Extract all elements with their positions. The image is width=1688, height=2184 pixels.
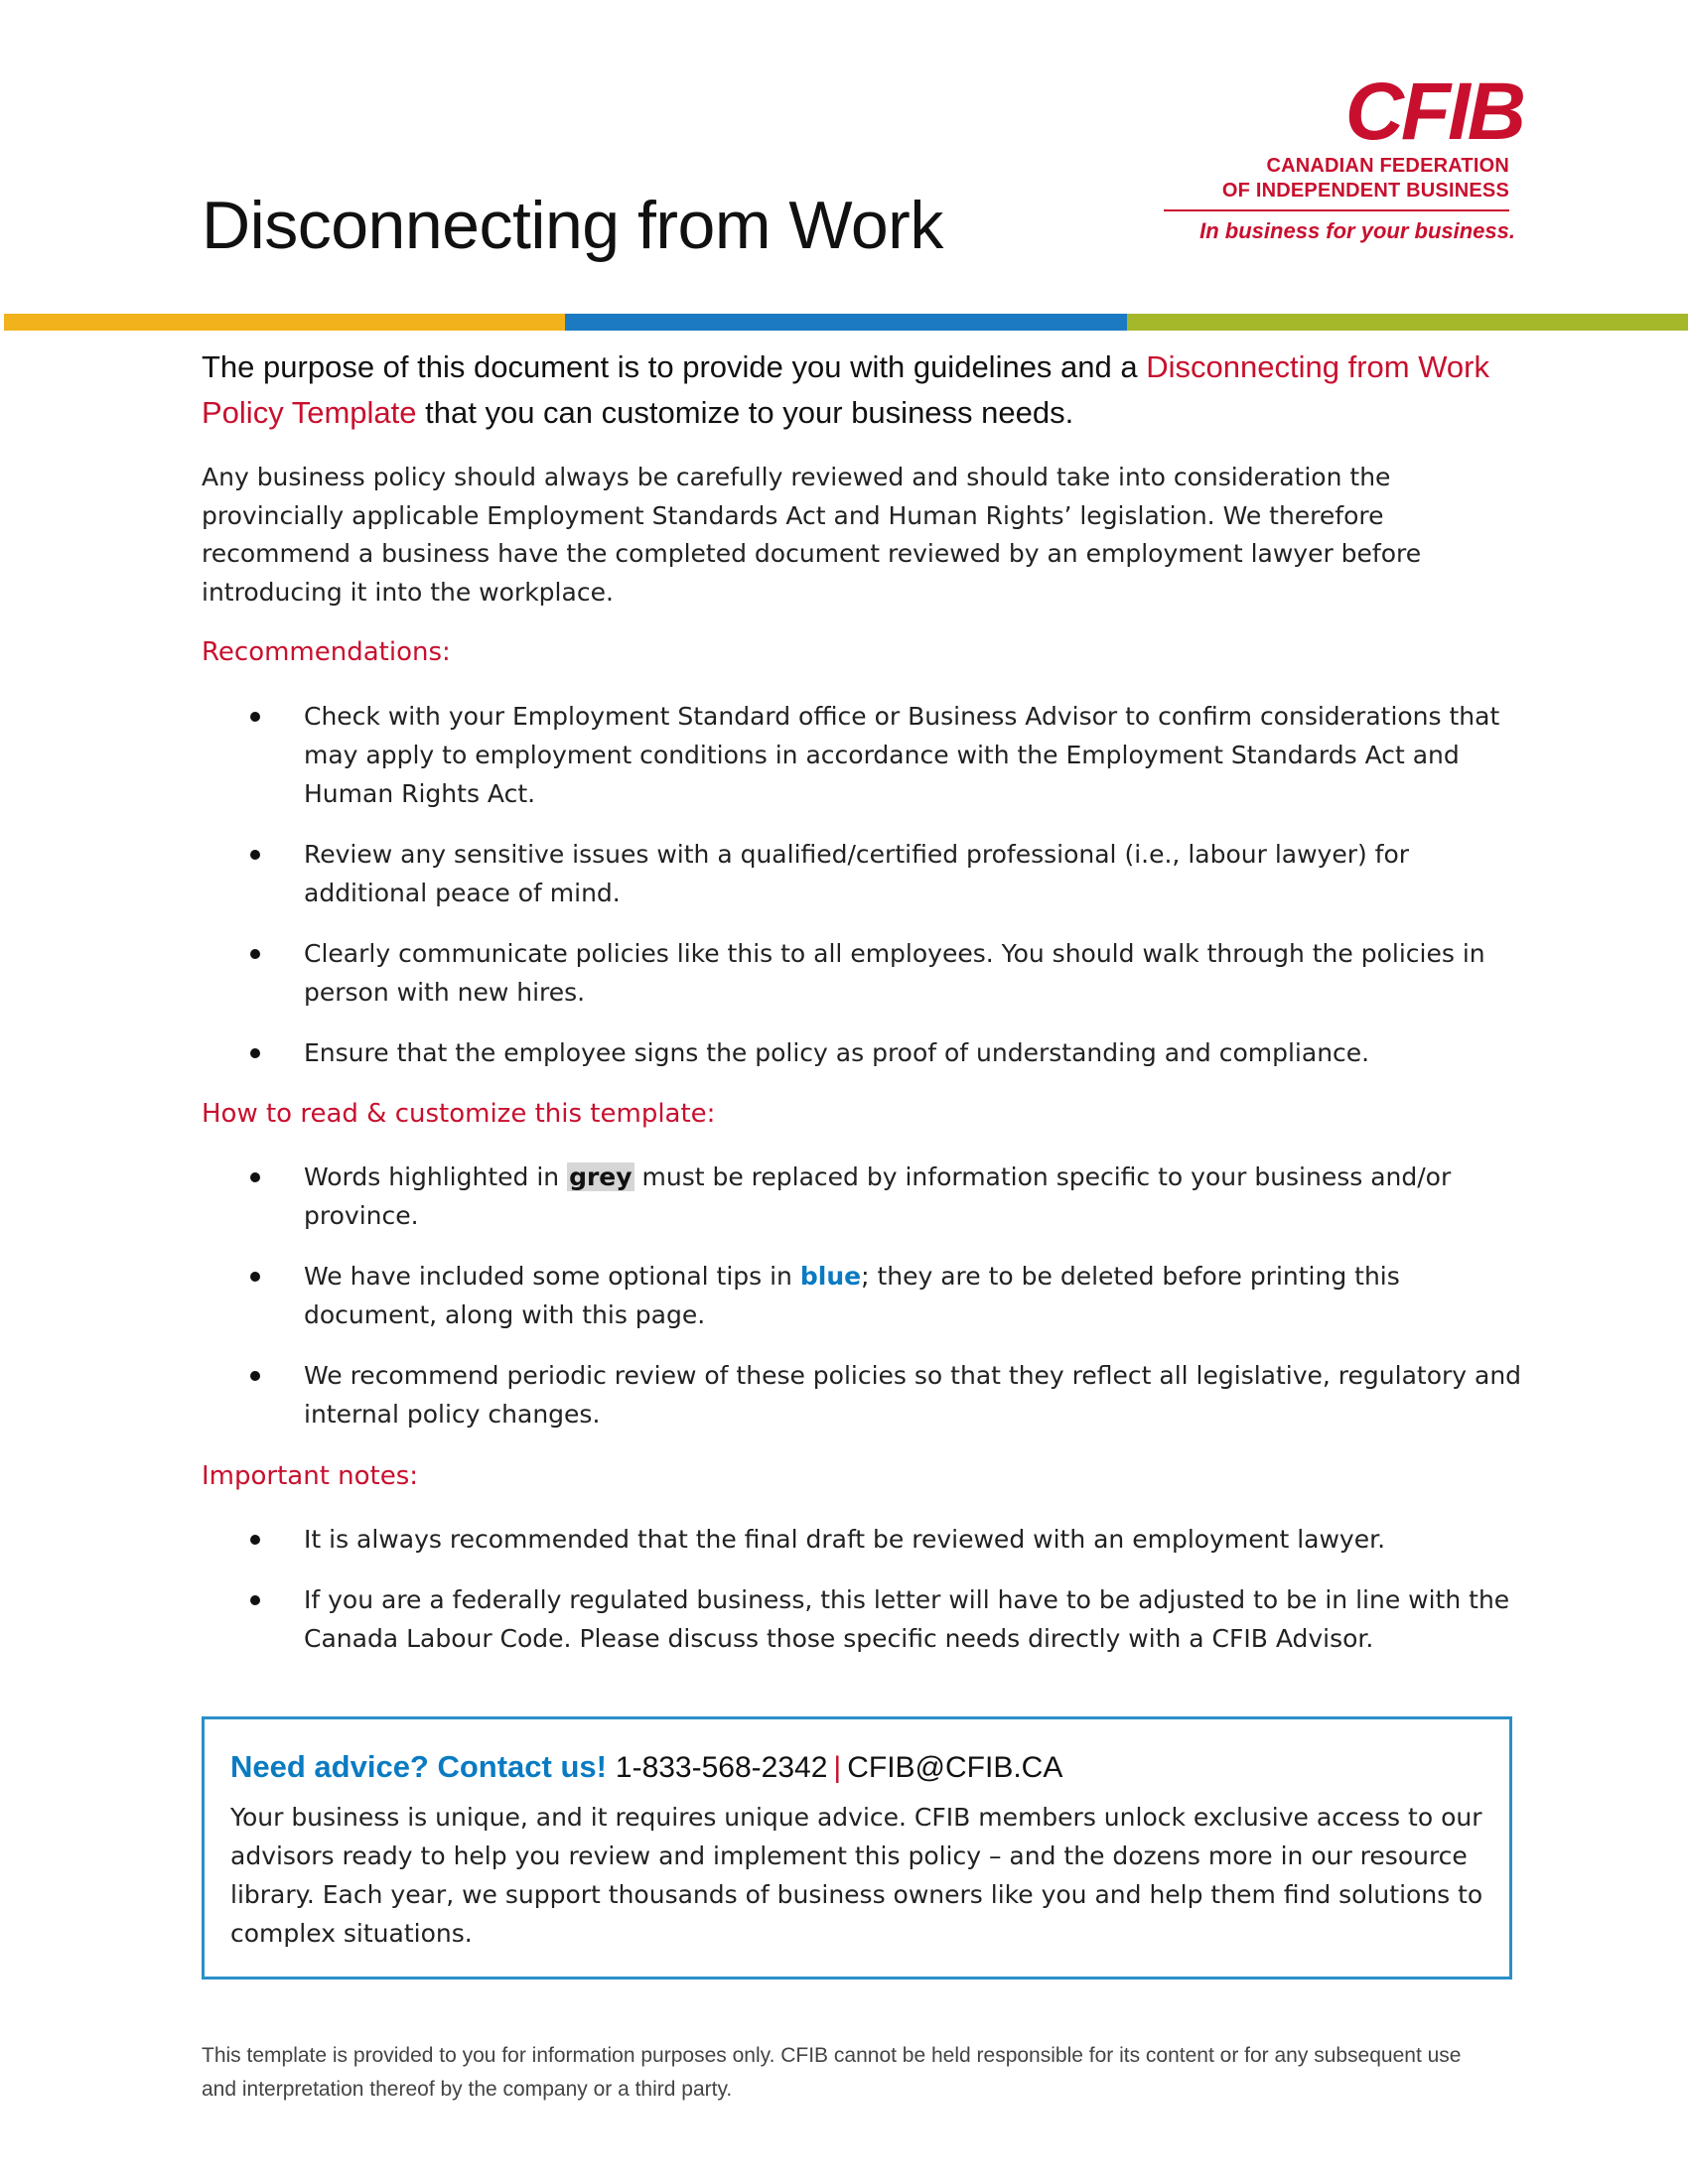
contact-advice-box xyxy=(202,1716,1512,1979)
bullet-icon xyxy=(250,1371,260,1381)
color-bar-green xyxy=(1127,314,1688,331)
color-bar-yellow xyxy=(4,314,565,331)
list-item-text: We have included some optional tips in xyxy=(304,1262,800,1291)
blue-highlight-sample: blue xyxy=(799,1262,862,1291)
list-item xyxy=(202,835,1522,912)
recommendations-list xyxy=(202,697,1522,1094)
grey-highlight-sample: grey xyxy=(569,1162,633,1191)
intro-text-start: The purpose of this document is to provide you with guidelines and a xyxy=(202,349,1147,384)
bullet-icon xyxy=(250,949,260,959)
policy-template-link[interactable]: Disconnecting from Work Policy Template xyxy=(202,349,1489,430)
list-item-text: Check with your Employment Standard office or Business Advisor to confirm considerations that may apply to employment conditions in accordance with the Employment Standards Act and Human Rights Act. xyxy=(304,702,1500,808)
list-item-text: Clearly communicate policies like this to all employees. You should walk through the policies in person with new hires. xyxy=(304,939,1485,1007)
list-item xyxy=(202,1520,1522,1559)
cfib-logo xyxy=(1152,69,1529,258)
bullet-icon xyxy=(250,1048,260,1058)
list-item-text: We recommend periodic review of these policies so that they reflect all legislative, regulatory and internal policy changes. xyxy=(304,1361,1522,1429)
list-item-text: Words highlighted in xyxy=(304,1162,568,1191)
disclaimer-text: This template is provided to you for information purposes only. CFIB cannot be held responsible for its content or for any subsequent use and interpretation thereof by the company or a third party. xyxy=(202,2044,1462,2101)
need-advice-heading: Need advice? Contact us! xyxy=(230,1749,607,1784)
contact-header xyxy=(230,1745,1483,1790)
header-color-bar xyxy=(4,314,1688,331)
svg-text:CFIB: CFIB xyxy=(1344,69,1523,149)
list-item-text: Ensure that the employee signs the policy as proof of understanding and compliance. xyxy=(304,1038,1370,1067)
list-item-text: If you are a federally regulated business, this letter will have to be adjusted to be in line with the Canada Labour Code. Please discuss those specific needs directly with a CFIB Advisor. xyxy=(304,1585,1510,1653)
list-item xyxy=(202,1356,1522,1433)
bullet-icon xyxy=(250,1535,260,1545)
contact-separator: | xyxy=(833,1751,842,1784)
howto-list xyxy=(202,1158,1522,1455)
list-item-text: Review any sensitive issues with a qualified/certified professional (i.e., labour lawyer) for additional peace of mind. xyxy=(304,840,1410,907)
important-notes-list xyxy=(202,1520,1522,1680)
bullet-icon xyxy=(250,850,260,860)
recommendations-heading: Recommendations: xyxy=(202,637,451,667)
list-item xyxy=(202,1158,1522,1235)
page-title: Disconnecting from Work xyxy=(202,188,943,263)
bullet-icon xyxy=(250,1172,260,1182)
logo-divider xyxy=(1164,209,1509,211)
phone-number-link[interactable]: 1-833-568-2342 xyxy=(615,1751,828,1784)
list-item xyxy=(202,1580,1522,1658)
intro-text-end: that you can customize to your business needs. xyxy=(416,395,1074,430)
list-item-text: It is always recommended that the final draft be reviewed with an employment lawyer. xyxy=(304,1525,1386,1554)
list-item xyxy=(202,1257,1522,1334)
bullet-icon xyxy=(250,712,260,722)
list-item-text: must be replaced by information specific to your business and/or province. xyxy=(304,1162,1452,1230)
bullet-icon xyxy=(250,1595,260,1605)
bullet-icon xyxy=(250,1272,260,1282)
list-item xyxy=(202,697,1522,813)
list-item xyxy=(202,1033,1522,1072)
email-link[interactable]: CFIB@CFIB.CA xyxy=(847,1751,1063,1784)
cfib-wordmark-logo xyxy=(1311,69,1525,149)
logo-org-line-2: OF INDEPENDENT BUSINESS xyxy=(1221,180,1509,202)
intro-statement xyxy=(202,344,1492,436)
advice-body-text: Your business is unique, and it requires unique advice. CFIB members unlock exclusive access to our advisors ready to help you review and implement this policy – and the dozens more in our resource library. Each year, we support thousands of business owners like you and help them find solutions to complex situations. xyxy=(230,1803,1483,1948)
logo-org-line-1: CANADIAN FEDERATION xyxy=(1266,155,1509,177)
color-bar-blue xyxy=(565,314,1126,331)
policy-review-paragraph: Any business policy should always be carefully reviewed and should take into consideration the provincially applicable Employment Standards Act and Human Rights’ legislation. We therefore recommend a business have the completed document reviewed by an employment lawyer before introducing it into the workplace. xyxy=(202,463,1422,607)
logo-tagline: In business for your business. xyxy=(1199,218,1515,243)
important-notes-heading: Important notes: xyxy=(202,1461,419,1491)
howto-heading: How to read & customize this template: xyxy=(202,1099,716,1129)
list-item-text: ; they are to be deleted before printing this document, along with this page. xyxy=(304,1262,1400,1329)
list-item xyxy=(202,934,1522,1012)
